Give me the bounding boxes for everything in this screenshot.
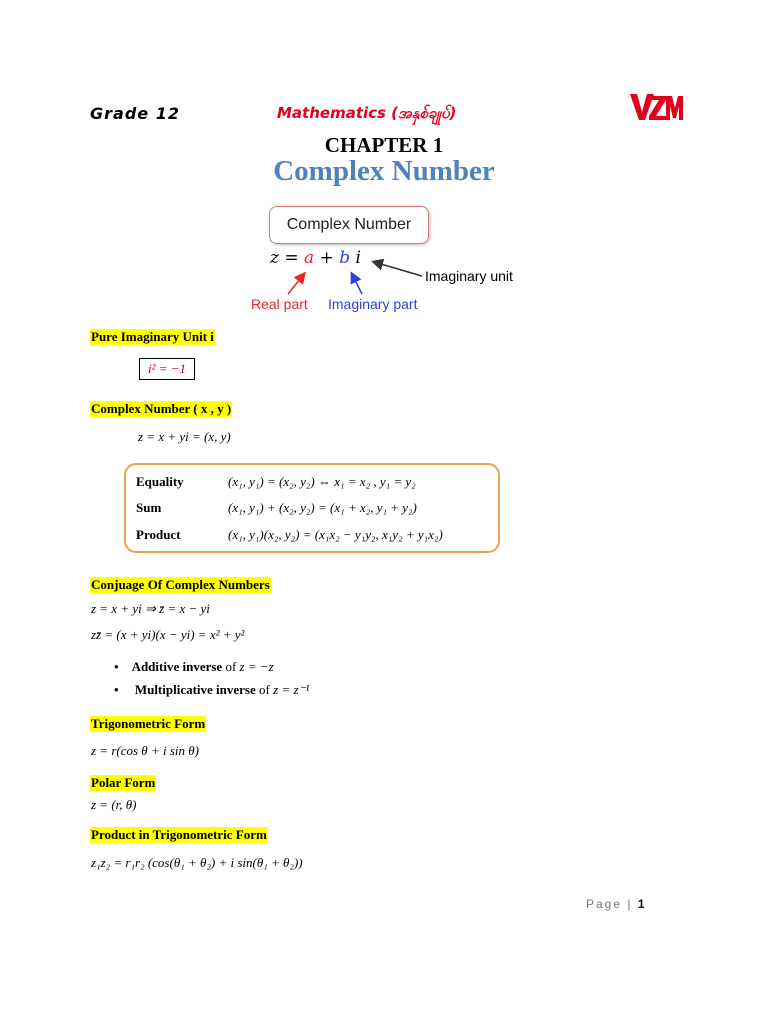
polar-form-heading: Polar Form	[91, 775, 156, 790]
trig-form-formula: z = r(cos θ + i sin θ)	[91, 743, 199, 758]
multiplicative-inverse-formula: z = z⁻¹	[273, 682, 310, 697]
bullet-dot: •	[114, 659, 119, 674]
real-part-label: Real part	[251, 296, 308, 312]
real-part-arrow	[288, 274, 304, 294]
formula-a: a	[304, 248, 315, 268]
page-number: 1	[637, 897, 645, 911]
formula-plus: +	[314, 248, 340, 268]
complex-number-box: Complex Number	[269, 206, 429, 244]
subject-label: Mathematics (အနှစ်ချုပ်)	[277, 104, 457, 122]
grade-label: Grade 12	[90, 104, 180, 123]
additive-inverse-formula: z = −z	[239, 659, 274, 674]
additive-inverse-of: of	[222, 659, 240, 674]
equality-label: Equality	[136, 474, 184, 489]
formula-i: i	[350, 248, 361, 268]
multiplicative-inverse-of: of	[255, 682, 274, 697]
equality-formula: (x₁, y₁) = (x₂, y₂) ⇔ x₁ = x₂ , y₁ = y₂	[228, 474, 416, 489]
complex-pair-formula: z = x + yi = (x, y)	[138, 429, 231, 444]
conjugate-heading: Conjuage Of Complex Numbers	[91, 577, 270, 592]
product-trig-heading: Product in Trigonometric Form	[91, 827, 267, 842]
page-footer	[586, 897, 645, 911]
pure-imaginary-formula: i² = −1	[139, 358, 195, 380]
chapter-heading: CHAPTER 1	[324, 133, 444, 157]
sum-formula: (x₁, y₁) + (x₂, y₂) = (x₁ + x₂, y₁ + y₂)	[228, 500, 417, 515]
additive-inverse-item	[114, 659, 274, 675]
product-formula: (x₁, y₁)(x₂, y₂) = (x₁x₂ − y₁y₂, x₁y₂ + y₁x₂)	[228, 527, 443, 542]
multiplicative-inverse-item	[114, 682, 309, 698]
page-separator: |	[622, 897, 638, 911]
pure-imaginary-heading: Pure Imaginary Unit i	[91, 329, 214, 344]
additive-inverse-label: Additive inverse	[131, 659, 223, 674]
imaginary-unit-arrow	[374, 262, 422, 276]
page-label: Page	[586, 897, 623, 911]
imaginary-unit-label: Imaginary unit	[425, 268, 513, 284]
imaginary-part-arrow	[352, 274, 362, 294]
polar-form-formula: z = (r, θ)	[91, 797, 137, 812]
page-title: Complex Number	[273, 155, 495, 187]
product-label: Product	[136, 527, 181, 542]
imaginary-part-label: Imaginary part	[328, 296, 418, 312]
conjugate-line-2: zz̄ = (x + yi)(x − yi) = x² + y²	[91, 627, 245, 642]
vzm-logo	[628, 90, 684, 122]
conjugate-line-1: z = x + yi ⇒ z̄ = x − yi	[91, 601, 210, 616]
multiplicative-inverse-label: Multiplicative inverse	[134, 682, 256, 697]
trig-form-heading: Trigonometric Form	[91, 716, 206, 731]
sum-label: Sum	[136, 500, 162, 515]
diagram-arrows	[250, 256, 430, 298]
complex-pair-heading: Complex Number ( x , y )	[91, 401, 232, 416]
formula-b: b	[339, 248, 351, 268]
product-trig-formula: z₁z₂ = r₁r₂ (cos(θ₁ + θ₂) + i sin(θ₁ + θ₂))	[91, 855, 303, 870]
bullet-dot: •	[114, 682, 119, 697]
formula-z: z =	[270, 248, 305, 268]
